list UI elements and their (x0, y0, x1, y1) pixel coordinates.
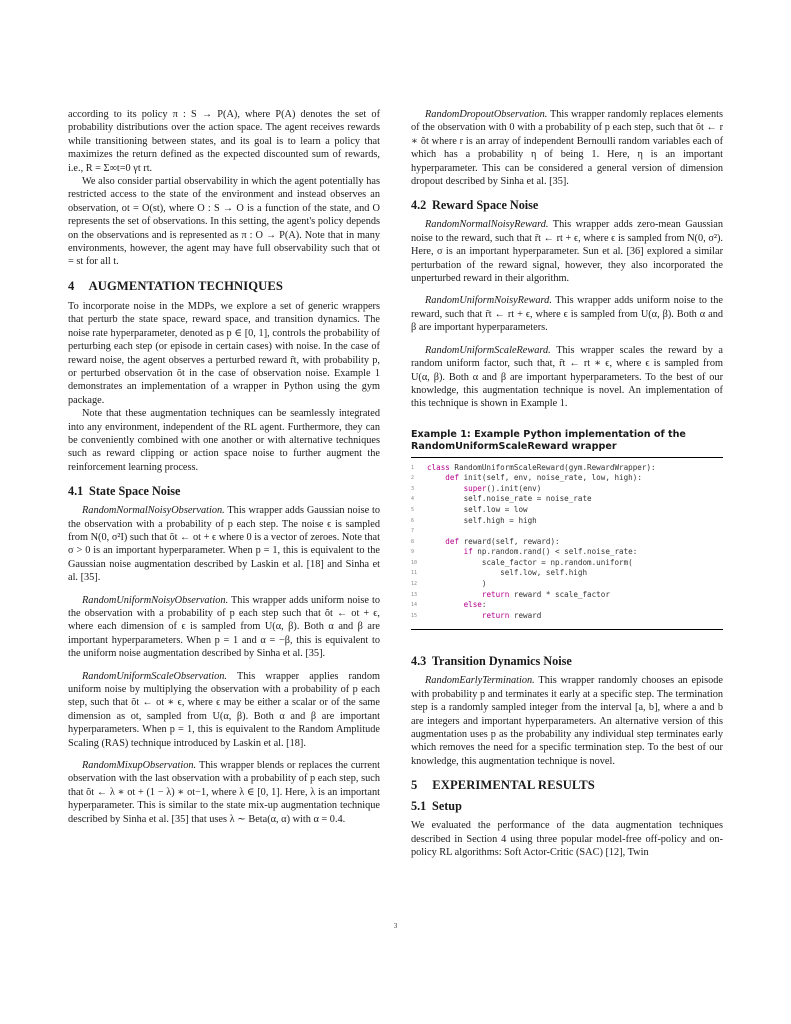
code-keyword: if (463, 547, 473, 557)
code-text: self.low, self.high (500, 568, 588, 578)
code-line (411, 590, 723, 601)
code-line (411, 473, 723, 484)
code-indent (427, 505, 464, 516)
code-indent (427, 537, 445, 548)
code-line (411, 516, 723, 527)
right-column (411, 108, 723, 860)
code-keyword: return (481, 589, 510, 599)
code-indent (427, 494, 464, 505)
line-number: 9 (411, 549, 415, 556)
line-number: 1 (411, 464, 415, 471)
code-keyword: super (463, 483, 487, 493)
code-text: reward * scale_factor (509, 589, 610, 599)
code-text: : (481, 600, 487, 610)
paragraph: We evaluated the performance of the data augmentation techniques described in Section 4 using three popular model-free off-policy and on-policy RL algorithms: Soft Actor-Critic (SAC) [12], Twin (411, 820, 723, 859)
code-keyword: def (445, 473, 460, 483)
code-indent (427, 568, 500, 579)
code-text: np.random.rand() < self.noise_rate: (472, 547, 638, 557)
left-column (68, 108, 380, 826)
code-indent (427, 547, 464, 558)
page-number: 3 (393, 922, 398, 930)
code-indent (427, 473, 445, 484)
line-number: 7 (411, 528, 415, 535)
code-text: scale_factor = np.random.uniform( (481, 557, 633, 567)
code-indent (427, 579, 482, 590)
code-text: self.noise_rate = noise_rate (463, 494, 592, 504)
code-line (411, 494, 723, 505)
paragraph: RandomUniformNoisyObservation. This wrapper adds uniform noise to the observation with a probability of p each step such that õt ← ot + ϵ, where each dimension of ϵ is sampled from U(α, β). Both α and β are important hyperparameters. When p = 1 and α = −β, this is equivalent to the uniform noise augmentation described by Sinha et al. [35]. (68, 594, 380, 660)
code-text: self.high = high (463, 515, 537, 525)
code-line (411, 547, 723, 558)
subsection-heading: 4.1 State Space Noise (68, 484, 181, 499)
code-indent (427, 590, 482, 601)
paragraph: RandomUniformScaleObservation. This wrapper applies random uniform noise by multiplying the observation with a probability of p each step, such that õt ← ot ∗ ϵ, where ϵ may be either a scalar or of the same dimension as ot, sampled from U(α, β). Both α and β are important hyperparameters. When p = 1, this is equivalent to the Random Amplitude Scaling (RAS) technique introduced by Laskin et al. [18]. (68, 670, 380, 749)
line-number: 10 (411, 559, 418, 566)
section-heading: 5 EXPERIMENTAL RESULTS (411, 778, 595, 793)
section-heading: 4 AUGMENTATION TECHNIQUES (68, 278, 283, 293)
line-number: 6 (411, 517, 415, 524)
code-indent (427, 484, 464, 495)
code-indent (427, 611, 482, 622)
code-line (411, 600, 723, 611)
paragraph: RandomDropoutObservation. This wrapper randomly replaces elements of the observation with 0 with a probability of p each step, such that õt ← r ∗ õt where r is an array of independent Bernoulli random variables each of which has a probability η of being 1. Here, η is an important hyperparameter. This can be considered a general version of dimension dropout described by Sinha et al. [35]. (411, 109, 723, 188)
line-number: 12 (411, 581, 418, 588)
subsection-heading: 4.2 Reward Space Noise (411, 198, 539, 213)
line-number: 14 (411, 602, 418, 609)
paragraph: RandomNormalNoisyReward. This wrapper adds zero-mean Gaussian noise to the reward, such that r̃t ← rt + ϵ, where ϵ is sampled from N(0, σ²). Here, σ is an important hyperparameter. Sun et al. [36] explored a similar perturbation of the reward signal, however, they also incorporated the unperturbed reward in their algorithm. (411, 219, 723, 285)
line-number: 2 (411, 475, 415, 482)
code-indent (427, 558, 482, 569)
paragraph: RandomNormalNoisyObservation. This wrapper adds Gaussian noise to the observation with a probability of p each step. The noise ϵ is sampled from N(0, σ²I) such that õt ← ot + ϵ where 0 is a vector of zeroes. Note that σ > 0 is an important hyperparameter. When p = 1, this is equivalent to the Gaussian noise augmentation described by Laskin et al. [18] and Sinha et al. [35]. (68, 505, 380, 584)
subsection-heading: 5.1 Setup (411, 799, 462, 814)
code-line (411, 505, 723, 516)
line-number: 13 (411, 591, 418, 598)
code-indent (427, 600, 464, 611)
code-keyword: return (481, 610, 510, 620)
code-keyword: class (427, 462, 450, 472)
line-number: 15 (411, 612, 418, 619)
code-line (411, 484, 723, 495)
paragraph: To incorporate noise in the MDPs, we explore a set of generic wrappers that perturb the state space, reward space, and transition dynamics. The noise rate hyperparameter, denoted as p ∈ [0, 1], controls the probability of perturbing each step (or episode in certain cases) with noise. In the case of reward noise, the agent observes a perturbed reward r̃t, with probability p, or perturbed observation õt in the case of observation noise. Example 1 demonstrates an implementation of a wrapper in Python using the gym package. (68, 300, 380, 406)
code-line (411, 537, 723, 548)
line-number: 11 (411, 570, 418, 577)
code-text: self.low = low (463, 504, 528, 514)
line-number: 8 (411, 538, 415, 545)
paragraph: RandomMixupObservation. This wrapper blends or replaces the current observation with the last observation with a probability of p each step, such that õt ← λ ∗ ot + (1 − λ) ∗ ot−1, where λ ∈ [0, 1]. Here, λ is an important hyperparameter. This is similar to the state mix-up augmentation technique described by Sinha et al. [35] that uses λ ∼ Beta(α, α) with α = 0.4. (68, 760, 380, 825)
code-text: ) (481, 579, 487, 589)
subsection-heading: 4.3 Transition Dynamics Noise (411, 654, 572, 669)
code-text: ().init(env) (486, 483, 542, 493)
code-keyword: else (463, 600, 482, 610)
code-line (411, 558, 723, 569)
code-line (411, 526, 723, 537)
code-line (411, 463, 723, 474)
code-line (411, 611, 723, 622)
code-line (411, 579, 723, 590)
code-text: RandomUniformScaleReward(gym.RewardWrapper): (449, 462, 656, 472)
code-listing (411, 463, 723, 631)
code-text: init(self, env, noise_rate, low, high): (459, 473, 642, 483)
line-number: 3 (411, 485, 415, 492)
code-line (411, 568, 723, 579)
paragraph: RandomUniformScaleReward. This wrapper scales the reward by a random uniform factor, such that, r̃t ← rt ∗ ϵ, where ϵ is sampled from U(α, β). Both α and β are important hyperparameters. To the best of our knowledge, this augmentation technique is novel. An implementation of this technique is shown in Example 1. (411, 344, 723, 410)
code-text: reward(self, reward): (459, 536, 560, 546)
paragraph: RandomUniformNoisyReward. This wrapper adds uniform noise to the reward, such that r̃t ← rt + ϵ, where ϵ is sampled from U(α, β). Both α and β are important hyperparameters. (411, 295, 723, 334)
paragraph: We also consider partial observability in which the agent potentially has restricted access to the state of the environment and instead observes an observation, ot = O(st), where O : S → O is a function of the state, and O represents the set of observations. In this setting, the agent's policy depends on the observations and is represented as π : O → P(A). Note that in many environments, however, the agent may have full observability such that ot = st for all t. (68, 176, 380, 268)
example-caption: Example 1: Example Python implementation of the RandomUniformScaleReward wrapper (411, 429, 723, 458)
code-indent (427, 516, 464, 527)
paragraph: according to its policy π : S → P(A), where P(A) denotes the set of probability distributions over the action space. The agent receives rewards while transitioning between states, and its goal is to learn a policy that maximizes the return defined as the expected discounted sum of rewards, i.e., R = Σ∞t=0 γt rt. (68, 109, 380, 174)
code-keyword: def (445, 536, 460, 546)
line-number: 5 (411, 506, 415, 513)
paragraph: RandomEarlyTermination. This wrapper randomly chooses an episode with probability p and terminates it early at a specific step. The termination step is a randomly sampled integer from the interval [a, b], where a and b are integers and important hyperparameters. An alternative version of this augmentation uses p as the probability any individual step terminates early which removes the need for a specific termination step. To the best of our knowledge, this augmentation technique is novel. (411, 675, 723, 767)
code-text: reward (509, 610, 542, 620)
paragraph: Note that these augmentation techniques can be seamlessly integrated into any environment, independent of the RL agent. Furthermore, they can be conveniently combined with one another or with alternative techniques such as reward clipping or action space noise to further augment the reinforcement learning process. (68, 408, 380, 473)
line-number: 4 (411, 496, 415, 503)
